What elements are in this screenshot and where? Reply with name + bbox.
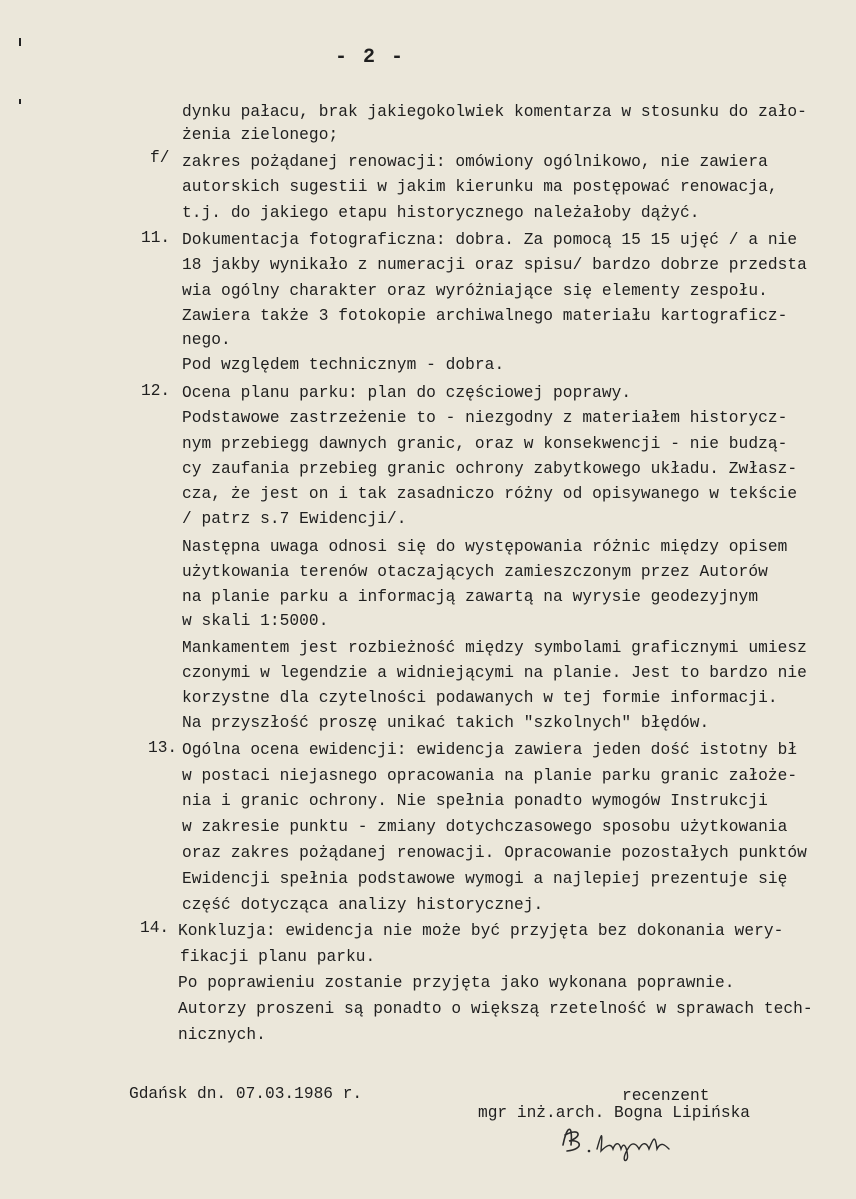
reviewer-name: mgr inż.arch. Bogna Lipińska (478, 1104, 750, 1122)
punch-mark (19, 99, 21, 104)
text-line: Ewidencji spełnia podstawowe wymogi a najlepiej prezentuje się (182, 870, 788, 888)
text-line: nicznych. (178, 1026, 266, 1044)
text-line: zakres pożądanej renowacji: omówiony ogólnikowo, nie zawiera (182, 153, 768, 171)
text-line: nym przebiegg dawnych granic, oraz w konsekwencji - nie budzą- (182, 435, 788, 453)
text-line: wia ogólny charakter oraz wyróżniające się elementy zespołu. (182, 282, 768, 300)
text-line: w postaci niejasnego opracowania na planie parku granic założe- (182, 767, 798, 785)
punch-mark (19, 38, 21, 46)
text-line: Mankamentem jest rozbieżność między symbolami graficznymi umiesz (182, 639, 807, 657)
text-line: oraz zakres pożądanej renowacji. Opracowanie pozostałych punktów (182, 844, 807, 862)
text-line: żenia zielonego; (182, 126, 339, 144)
text-line: nia i granic ochrony. Nie spełnia ponadto wymogów Instrukcji (182, 792, 768, 810)
text-line: Ocena planu parku: plan do częściowej poprawy. (182, 384, 632, 402)
text-line: t.j. do jakiego etapu historycznego należałoby dążyć. (182, 204, 700, 222)
text-line: czonymi w legendzie a widniejącymi na planie. Jest to bardzo nie (182, 664, 807, 682)
text-line: Dokumentacja fotograficzna: dobra. Za pomocą 15 15 ujęć / a nie (182, 231, 798, 249)
text-line: cy zaufania przebieg granic ochrony zabytkowego układu. Zwłasz- (182, 460, 798, 478)
text-line: Następna uwaga odnosi się do występowania różnic między opisem (182, 538, 788, 556)
text-line: dynku pałacu, brak jakiegokolwiek komentarza w stosunku do zało- (182, 103, 807, 121)
text-line: cza, że jest on i tak zasadniczo różny od opisywanego w tekście (182, 485, 798, 503)
item-number: 13. (148, 739, 178, 757)
text-line: nego. (182, 331, 231, 349)
text-line: Na przyszłość proszę unikać takich "szkolnych" błędów. (182, 714, 710, 732)
text-line: Podstawowe zastrzeżenie to - niezgodny z materiałem historycz- (182, 409, 788, 427)
place-and-date: Gdańsk dn. 07.03.1986 r. (129, 1085, 363, 1103)
item-number: 14. (140, 919, 170, 937)
text-line: na planie parku a informacją zawartą na wyrysie geodezyjnym (182, 588, 759, 606)
text-line: autorskich sugestii w jakim kierunku ma postępować renowacja, (182, 178, 778, 196)
text-line: Po poprawieniu zostanie przyjęta jako wykonana poprawnie. (178, 974, 735, 992)
page-number: - 2 - (334, 46, 405, 69)
text-line: część dotycząca analizy historycznej. (182, 896, 544, 914)
text-line: Autorzy proszeni są ponadto o większą rzetelność w sprawach tech- (178, 1000, 813, 1018)
handwritten-signature (555, 1115, 715, 1165)
text-line: Ogólna ocena ewidencji: ewidencja zawiera jeden dość istotny bł (182, 741, 798, 759)
reviewer-role: recenzent (622, 1087, 710, 1105)
text-line: / patrz s.7 Ewidencji/. (182, 510, 407, 528)
item-number: 11. (141, 229, 171, 247)
item-number: 12. (141, 382, 171, 400)
text-line: korzystne dla czytelności podawanych w tej formie informacji. (182, 689, 778, 707)
text-line: w skali 1:5000. (182, 612, 329, 630)
text-line: w zakresie punktu - zmiany dotychczasowego sposobu użytkowania (182, 818, 788, 836)
text-line: Konkluzja: ewidencja nie może być przyjęta bez dokonania wery- (178, 922, 784, 940)
item-number: f/ (150, 149, 170, 167)
text-line: 18 jakby wynikało z numeracji oraz spisu/ bardzo dobrze przedsta (182, 256, 807, 274)
text-line: Zawiera także 3 fotokopie archiwalnego materiału kartograficz- (182, 307, 788, 325)
text-line: użytkowania terenów otaczających zamieszczonym przez Autorów (182, 563, 768, 581)
text-line: Pod względem technicznym - dobra. (182, 356, 505, 374)
text-line: fikacji planu parku. (180, 948, 376, 966)
